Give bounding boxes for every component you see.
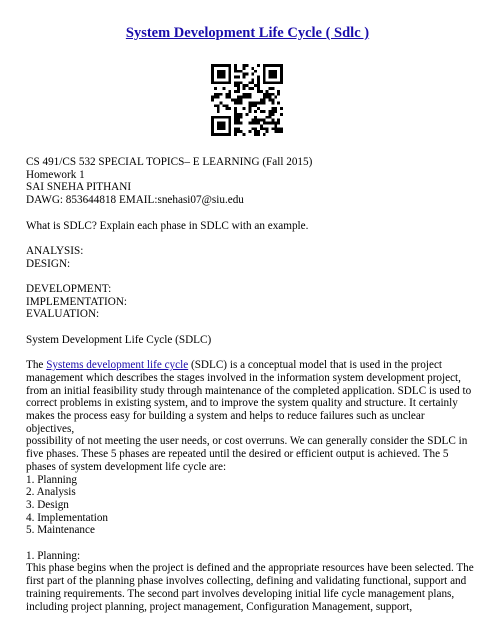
planning-heading: 1. Planning: (26, 549, 81, 562)
intro-line-1-rest: (SDLC) is a conceptual model that is used in the project (188, 359, 443, 372)
planning-line-1: This phase begins when the project is defined and the appropriate resources have been selected. The (26, 562, 474, 575)
planning-line-2: first part of the planning phase involves collecting, defining and validating functional, support and (26, 575, 467, 588)
phase-list (26, 474, 474, 538)
outline-evaluation: EVALUATION: (26, 308, 100, 321)
phase-item-implementation: 4. Implementation (26, 511, 109, 524)
section-heading: System Development Life Cycle (SDLC) (26, 333, 212, 346)
intro-line-7: five phases. These 5 phases are repeated until the desired or efficient output is achieved. The 5 (26, 448, 449, 461)
homework-line: Homework 1 (26, 168, 85, 181)
document-title[interactable]: System Development Life Cycle ( Sdlc ) (125, 25, 370, 41)
phase-item-analysis: 2. Analysis (26, 486, 76, 499)
planning-line-4: including project planning, project management, Configuration Management, support, (26, 600, 413, 613)
author-contact: DAWG: 853644818 EMAIL:snehasi07@siu.edu (26, 194, 244, 207)
question: What is SDLC? Explain each phase in SDLC with an example. (26, 219, 309, 232)
document-body (26, 156, 474, 613)
planning-line-3: training requirements. The second part involves developing initial life cycle management plans, (26, 587, 455, 600)
phase-item-planning: 1. Planning (26, 473, 77, 486)
author-name: SAI SNEHA PITHANI (26, 181, 132, 194)
outline-analysis: ANALYSIS: (26, 244, 84, 257)
intro-line-3: from an initial feasibility study through maintenance of the completed application. SDLC is used to (26, 384, 472, 397)
intro-prefix: The (26, 359, 47, 372)
outline-development: DEVELOPMENT: (26, 282, 112, 295)
sdlc-link[interactable]: Systems development life cycle (46, 359, 189, 372)
intro-line-6: possibility of not meeting the user needs, or cost overruns. We can generally consider the SDLC in (26, 435, 468, 448)
qr-code-icon (211, 64, 283, 136)
intro-line-8: phases of system development life cycle are: (26, 460, 227, 473)
outline-design: DESIGN: (26, 257, 71, 270)
phase-item-design: 3. Design (26, 498, 69, 511)
intro-line-2: management which describes the stages involved in the information system development project, (26, 371, 461, 384)
intro-line-5: makes the process easy for building a system and helps to reduce failures such as unclear objectives, (26, 409, 425, 435)
intro-line-4: correct problems in existing system, and to improve the system quality and structure. It certainly (26, 397, 458, 410)
intro-line-1 (26, 359, 474, 372)
outline-implementation: IMPLEMENTATION: (26, 295, 128, 308)
course-line: CS 491/CS 532 SPECIAL TOPICS– E LEARNING (Fall 2015) (26, 156, 313, 168)
phase-item-maintenance: 5. Maintenance (26, 524, 95, 537)
